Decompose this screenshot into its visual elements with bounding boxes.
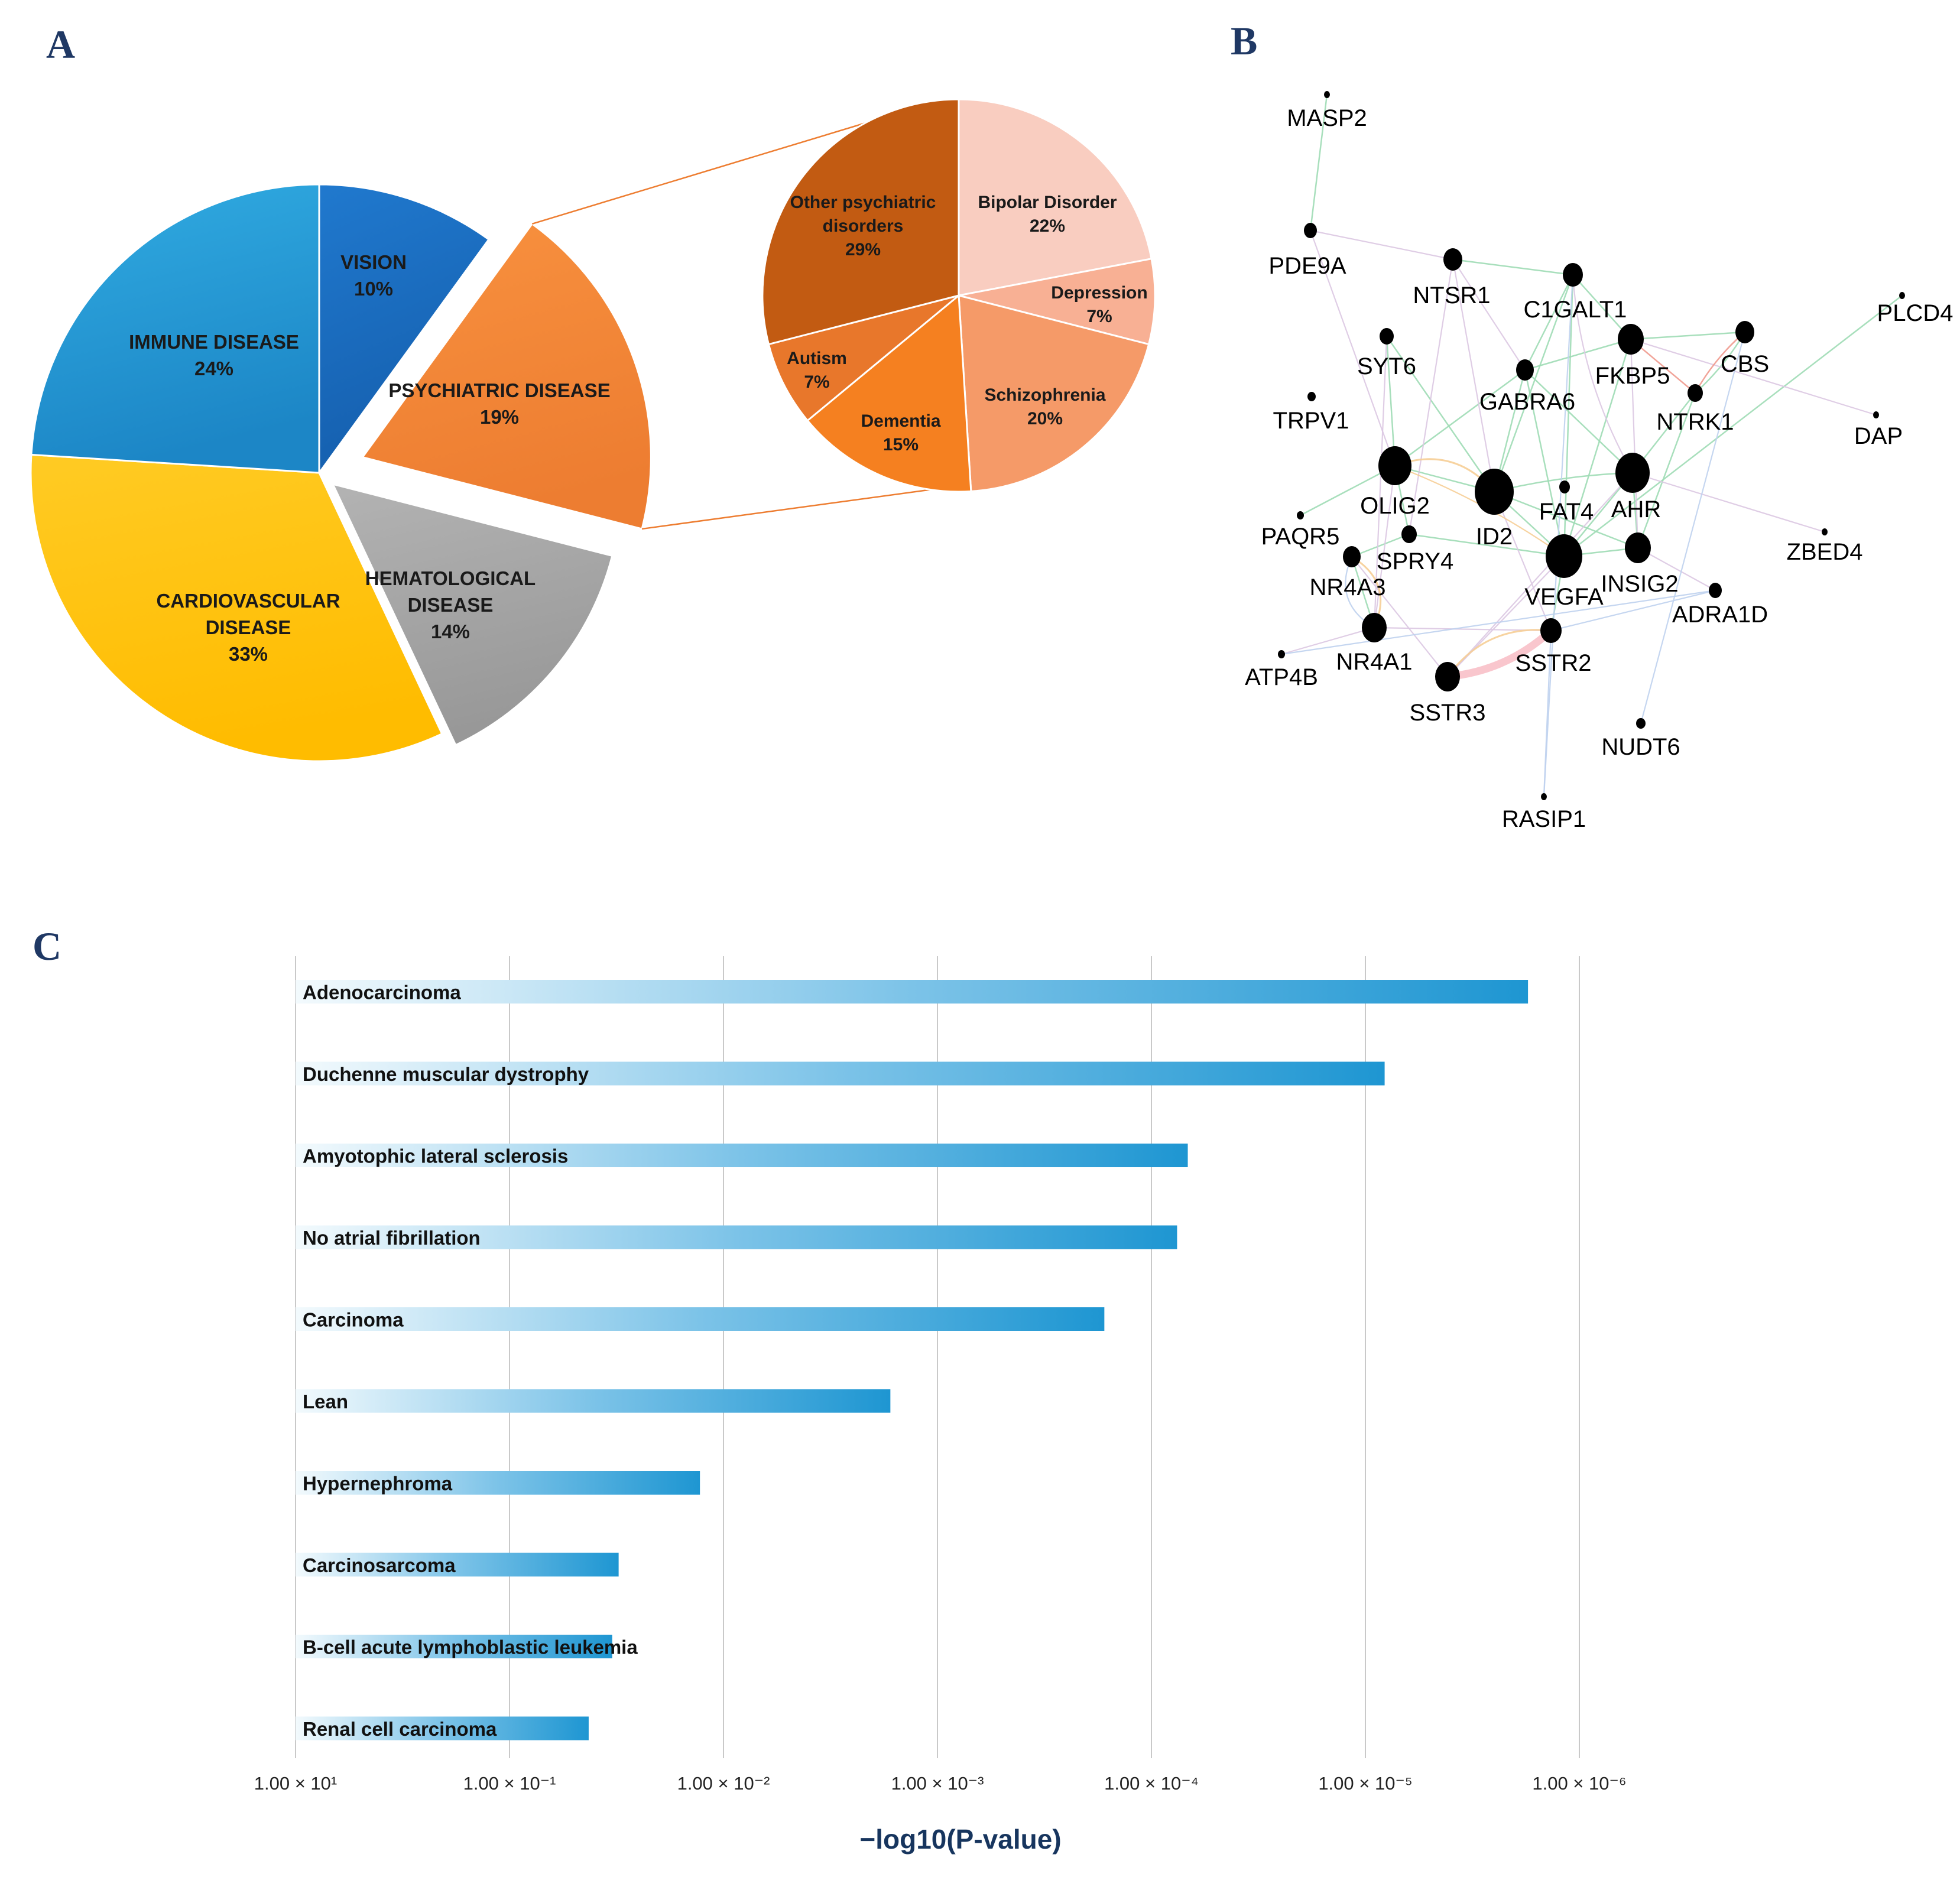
network-label-PLCD4: PLCD4 — [1877, 300, 1953, 326]
x-axis-title: −log10(P-value) — [859, 1824, 1062, 1855]
network-node-PAQR5 — [1297, 511, 1304, 519]
network-edge-AHR-ZBED4 — [1633, 473, 1825, 532]
pie-slice-label: Autism — [787, 349, 847, 368]
bar-label: Hypernephroma — [303, 1472, 453, 1495]
pie-slice-label: 29% — [845, 240, 881, 259]
network-label-SSTR3: SSTR3 — [1409, 700, 1486, 726]
pie-slice-label: VISION — [340, 251, 407, 273]
network-node-CBS — [1735, 321, 1754, 343]
network-label-DAP: DAP — [1854, 423, 1903, 449]
pie-slice-label: 7% — [1086, 307, 1112, 326]
network-node-ATP4B — [1278, 650, 1285, 658]
network-node-OLIG2 — [1378, 446, 1411, 485]
network-node-NUDT6 — [1636, 718, 1646, 729]
network-node-ID2 — [1475, 469, 1514, 515]
network-label-C1GALT1: C1GALT1 — [1523, 297, 1627, 323]
bar-label: Duchenne muscular dystrophy — [303, 1063, 589, 1085]
network-node-NR4A1 — [1362, 613, 1387, 642]
network-label-NTSR1: NTSR1 — [1413, 282, 1491, 308]
axis-tick-label: 1.00 × 10⁻⁵ — [1318, 1773, 1413, 1794]
network-edge-NTSR1-C1GALT1 — [1453, 259, 1573, 275]
pie-slice-label: HEMATOLOGICAL — [365, 567, 536, 589]
axis-tick-label: 1.00 × 10⁻¹ — [463, 1773, 556, 1794]
network-node-NR4A3 — [1343, 546, 1361, 567]
network-node-PDE9A — [1304, 223, 1317, 238]
network-node-MASP2 — [1324, 91, 1330, 98]
network-label-AHR: AHR — [1611, 496, 1662, 522]
network-node-TRPV1 — [1307, 392, 1316, 401]
axis-tick-label: 1.00 × 10¹ — [254, 1773, 338, 1794]
bar-label: Carcinoma — [303, 1308, 404, 1331]
network-node-RASIP1 — [1541, 793, 1547, 800]
pie-slice-label: Schizophrenia — [984, 385, 1106, 405]
network-node-SSTR2 — [1540, 618, 1562, 643]
bar-label: Carcinosarcoma — [303, 1554, 456, 1576]
pie-slice-label: DISEASE — [407, 594, 494, 616]
bar-label: No atrial fibrillation — [303, 1227, 481, 1249]
network-node-NTSR1 — [1443, 248, 1462, 271]
network-label-SYT6: SYT6 — [1357, 353, 1417, 379]
pie-slice-label: Other psychiatric — [790, 193, 936, 212]
network-label-TRPV1: TRPV1 — [1273, 408, 1349, 434]
network-node-AHR — [1615, 453, 1650, 493]
network-node-PLCD4 — [1899, 292, 1905, 299]
pie-slice-label: DISEASE — [205, 616, 291, 638]
pie-connector-line — [642, 489, 933, 529]
network-node-ADRA1D — [1709, 583, 1722, 598]
panel-c-bar-chart — [0, 910, 1960, 1877]
axis-tick-label: 1.00 × 10⁻² — [677, 1773, 770, 1794]
network-label-NTRK1: NTRK1 — [1656, 409, 1734, 435]
axis-tick-label: 1.00 × 10⁻⁴ — [1104, 1773, 1199, 1794]
network-label-ZBED4: ZBED4 — [1786, 539, 1863, 565]
bar-lean — [296, 1389, 890, 1413]
pie-slice-label: Dementia — [861, 411, 941, 431]
network-node-FAT4 — [1559, 480, 1570, 493]
panel-b-letter: B — [1231, 18, 1258, 63]
pie-slice-label: 15% — [882, 435, 919, 454]
network-edge-GABRA6-OLIG2 — [1395, 370, 1525, 466]
pie-slice-label: 20% — [1027, 409, 1063, 428]
panel-a-letter: A — [46, 22, 76, 67]
network-label-MASP2: MASP2 — [1287, 105, 1367, 131]
panel-b-network — [1170, 0, 1960, 886]
pie-slice-label: IMMUNE DISEASE — [129, 331, 299, 353]
pie-slice-label: 7% — [804, 372, 830, 392]
network-label-RASIP1: RASIP1 — [1501, 806, 1586, 832]
pie-slice-label: 24% — [194, 358, 234, 379]
pie-slice-label: 14% — [430, 621, 470, 642]
network-node-SSTR3 — [1435, 662, 1460, 691]
network-label-CBS: CBS — [1720, 351, 1770, 377]
network-label-PDE9A: PDE9A — [1268, 253, 1346, 279]
bar-label: Adenocarcinoma — [303, 981, 461, 1004]
network-label-PAQR5: PAQR5 — [1261, 524, 1340, 550]
bar-label: Lean — [303, 1391, 349, 1412]
pie-slice-label: PSYCHIATRIC DISEASE — [388, 379, 611, 401]
panel-c-letter: C — [33, 924, 62, 969]
network-label-VEGFA: VEGFA — [1524, 584, 1604, 610]
network-label-FAT4: FAT4 — [1539, 499, 1594, 525]
network-node-FKBP5 — [1618, 324, 1644, 355]
bar-label: B-cell acute lymphoblastic leukemia — [303, 1636, 638, 1658]
pie-slice-label: 10% — [353, 278, 394, 300]
network-node-NTRK1 — [1688, 384, 1703, 402]
panel-a-pie-charts — [0, 0, 1182, 839]
pie-slice-label: Depression — [1051, 283, 1148, 303]
network-label-FKBP5: FKBP5 — [1595, 363, 1670, 389]
bar-label: Amyotophic lateral sclerosis — [303, 1145, 569, 1167]
network-label-SSTR2: SSTR2 — [1515, 650, 1592, 676]
pie-slice-label: 22% — [1029, 216, 1066, 236]
network-label-NUDT6: NUDT6 — [1601, 734, 1680, 760]
network-label-INSIG2: INSIG2 — [1601, 571, 1679, 597]
network-label-NR4A3: NR4A3 — [1309, 574, 1386, 600]
network-label-ADRA1D: ADRA1D — [1672, 602, 1768, 628]
network-label-SPRY4: SPRY4 — [1376, 548, 1454, 574]
network-label-GABRA6: GABRA6 — [1479, 389, 1576, 415]
network-label-ATP4B: ATP4B — [1245, 664, 1318, 690]
bar-carcinoma — [296, 1307, 1104, 1331]
bar-label: Renal cell carcinoma — [303, 1718, 497, 1740]
network-label-OLIG2: OLIG2 — [1360, 493, 1430, 519]
network-node-ZBED4 — [1822, 528, 1828, 535]
network-edge-NTSR1-GABRA6 — [1453, 259, 1525, 370]
network-edge-FKBP5-CBS — [1631, 332, 1745, 339]
network-node-SPRY4 — [1401, 525, 1417, 543]
network-node-C1GALT1 — [1563, 263, 1583, 287]
network-node-VEGFA — [1546, 534, 1582, 578]
network-node-GABRA6 — [1516, 359, 1534, 381]
axis-tick-label: 1.00 × 10⁻³ — [891, 1773, 984, 1794]
pie-slice-label: disorders — [822, 216, 904, 236]
network-node-INSIG2 — [1625, 532, 1651, 563]
network-node-DAP — [1873, 411, 1879, 418]
axis-tick-label: 1.00 × 10⁻⁶ — [1532, 1773, 1627, 1794]
pie-slice-label: 19% — [479, 406, 520, 428]
pie-slice-label: CARDIOVASCULAR — [156, 590, 340, 612]
pie-slice-immune-disease — [31, 184, 319, 473]
pie-slice-label: 33% — [228, 643, 268, 665]
network-label-NR4A1: NR4A1 — [1336, 649, 1413, 675]
bar-adenocarcinoma — [296, 980, 1528, 1004]
network-label-ID2: ID2 — [1475, 524, 1513, 550]
network-node-SYT6 — [1380, 328, 1394, 345]
pie-slice-label: Bipolar Disorder — [978, 193, 1117, 212]
